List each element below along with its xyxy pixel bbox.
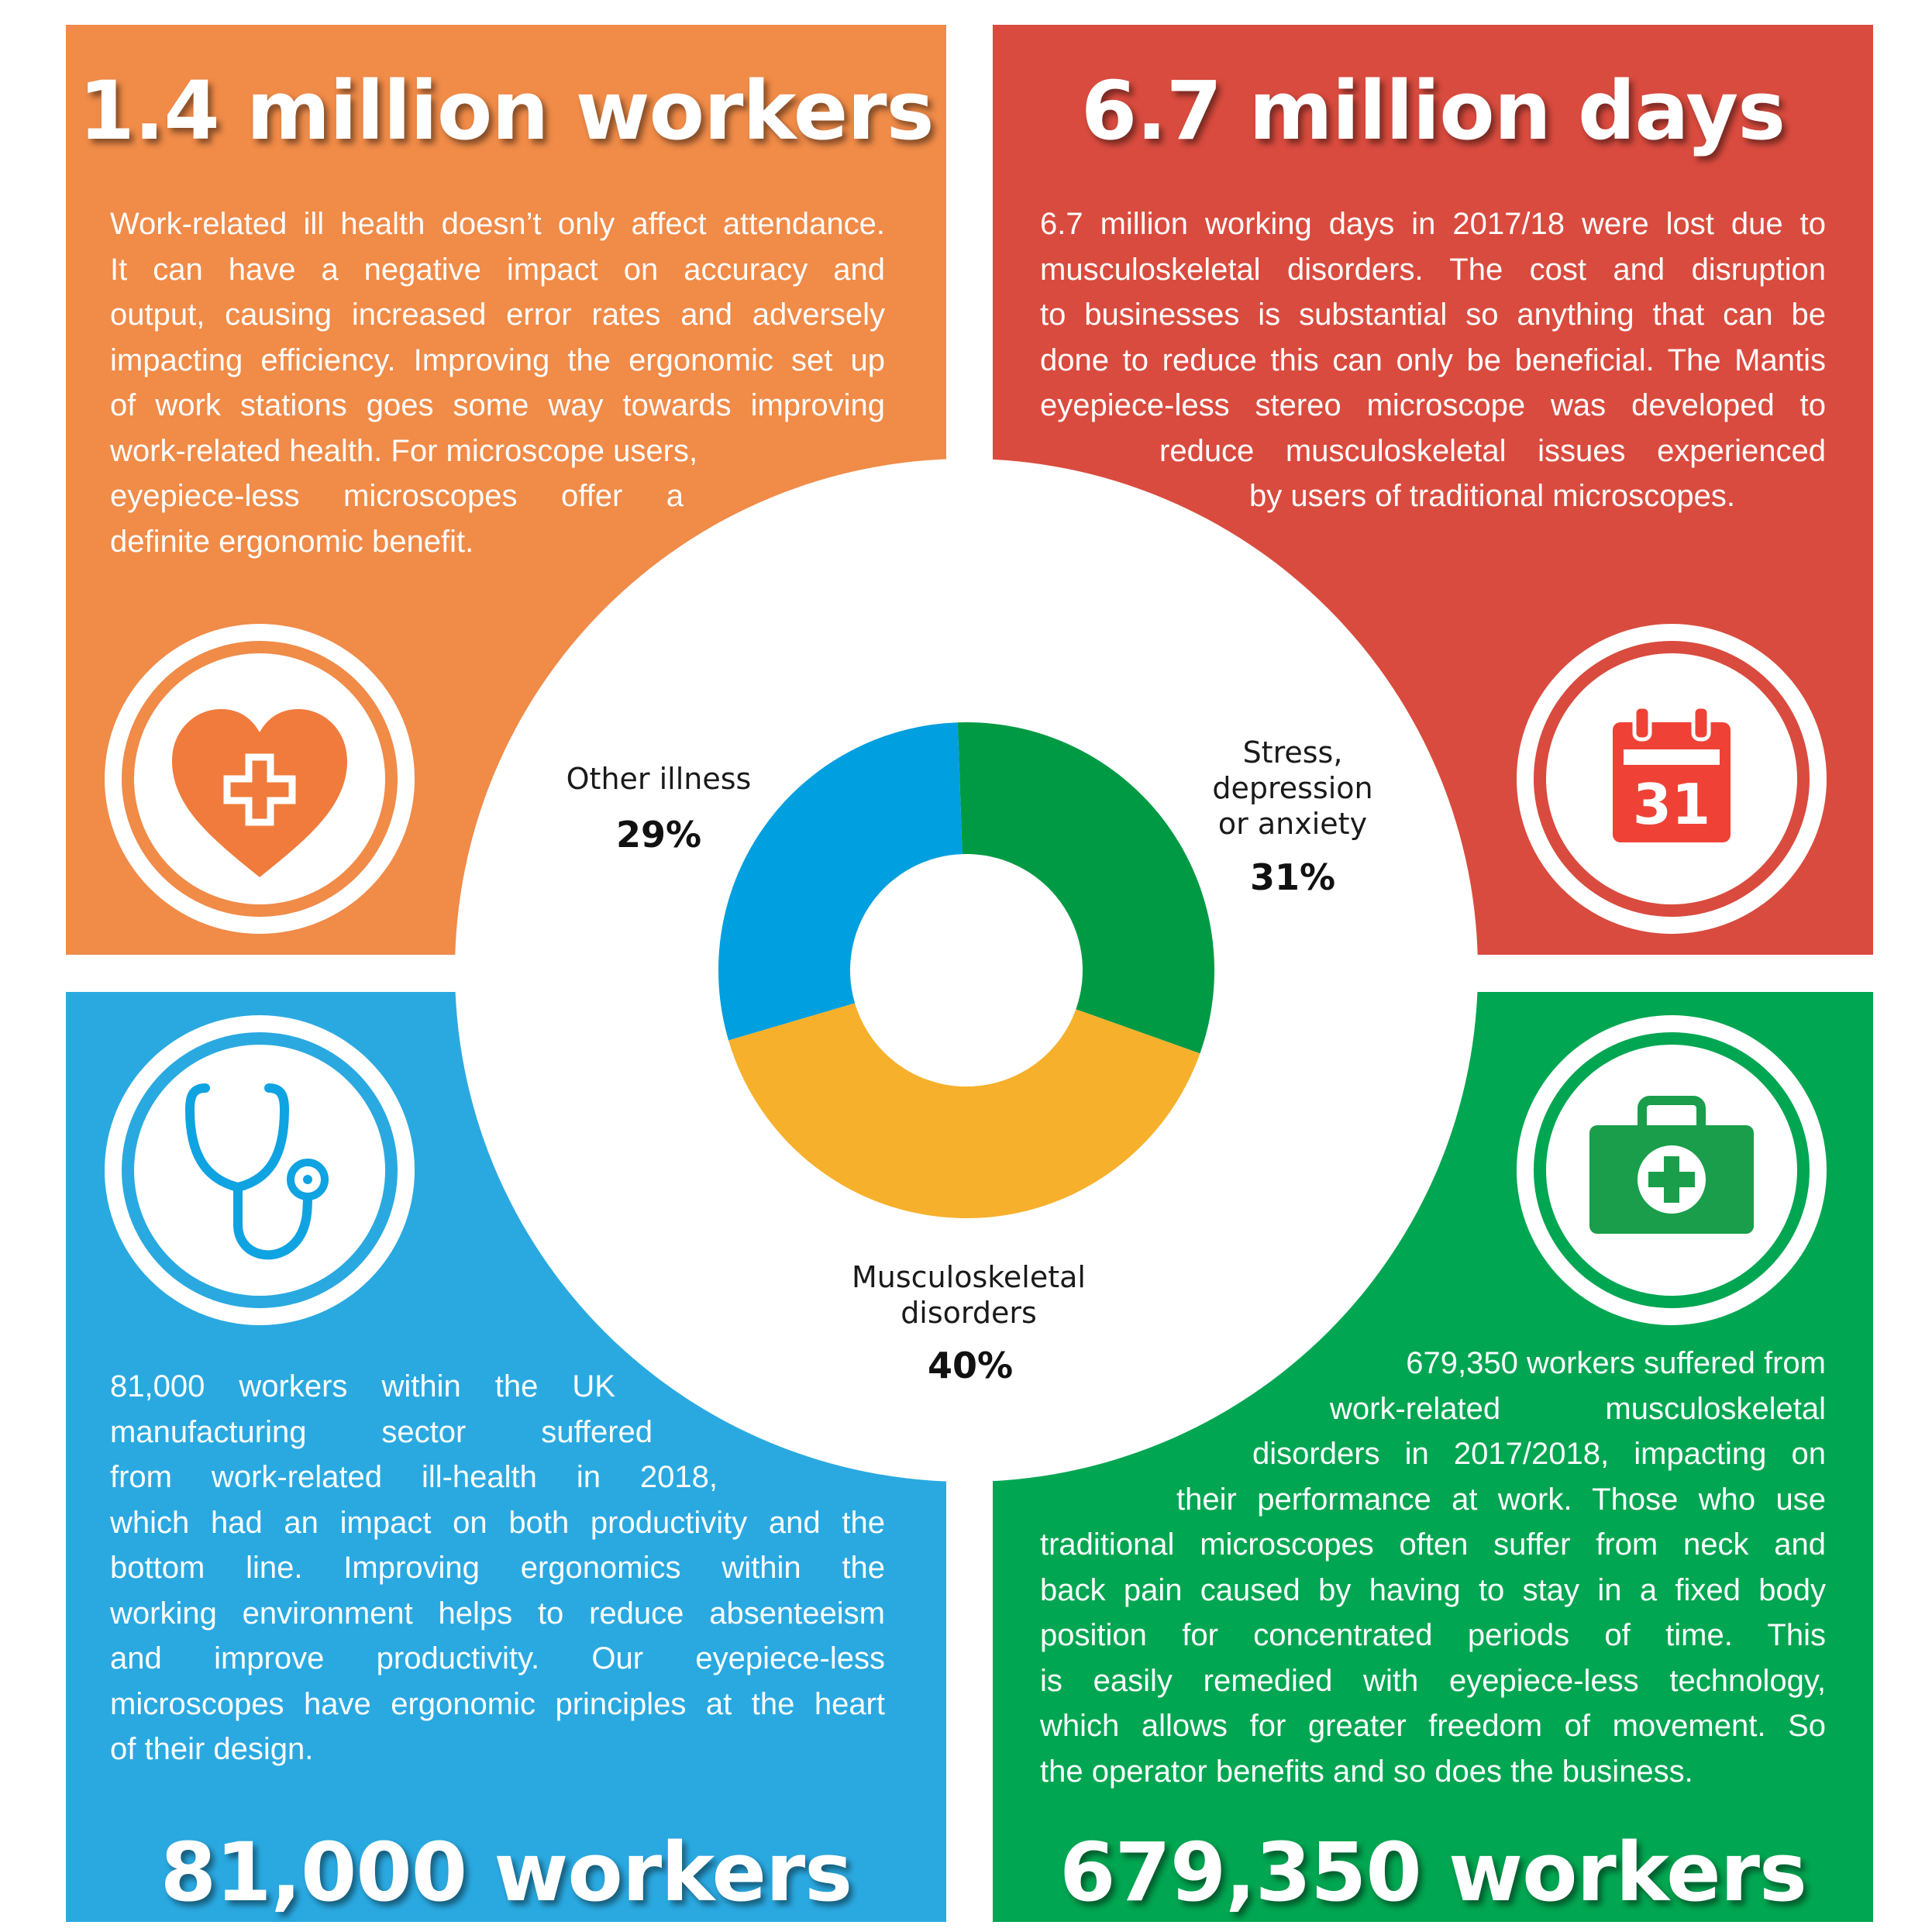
headline-679350-workers: 679,350 workers: [1059, 1825, 1806, 1920]
stethoscope-icon-badge-inner: [122, 1032, 398, 1308]
slice-musculoskeletal-disorders: [728, 1003, 1200, 1218]
heart-plus-icon: [122, 641, 398, 917]
calendar-icon-badge-inner: [1534, 641, 1810, 917]
text-line: the operator benefits and so does the business.: [1040, 1754, 1693, 1789]
first-aid-icon-badge: [1517, 1015, 1827, 1325]
text-line: to businesses is substantial so anything that can be: [1040, 298, 1826, 332]
text-line: 6.7 million working days in 2017/18 were lost due to: [1040, 207, 1826, 241]
text-line: It can have a negative impact on accuracy and: [110, 252, 885, 287]
text-line: 81,000 workers within the UK: [110, 1369, 615, 1403]
label-stress-line3: or anxiety: [1217, 807, 1368, 841]
calendar-day-number: 31: [1632, 772, 1711, 837]
heart-icon-badge: [105, 624, 415, 934]
first-aid-kit-icon: [1534, 1032, 1810, 1308]
label-stress-line1: Stress,: [1242, 735, 1343, 770]
text-line: disorders in 2017/2018, impacting on: [1252, 1437, 1826, 1471]
text-line: eyepiece-less stereo microscope was developed to: [1040, 388, 1826, 422]
text-line: by users of traditional microscopes.: [1249, 479, 1735, 513]
text-line: and improve productivity. Our eyepiece-less: [110, 1641, 885, 1675]
text-line: of work stations goes some way towards improving: [110, 388, 885, 422]
text-line: reduce musculoskeletal issues experienced: [1159, 433, 1826, 468]
text-line: which had an impact on both productivity and the: [110, 1505, 885, 1540]
calendar-icon: [1534, 641, 1810, 917]
label-stress-line2: depression: [1212, 771, 1373, 805]
text-line: eyepiece-less microscopes offer a: [110, 479, 684, 513]
headline-6-7-million-days: 6.7 million days: [1080, 64, 1786, 158]
text-line: work-related musculoskeletal: [1330, 1391, 1826, 1426]
text-line: Work-related ill health doesn’t only affect attendance.: [110, 207, 885, 241]
text-line: which allows for greater freedom of movement. So: [1040, 1709, 1826, 1743]
headline-1-4-million-workers: 1.4 million workers: [78, 64, 934, 158]
text-line: impacting efficiency. Improving the ergonomic set up: [110, 343, 885, 377]
text-line: done to reduce this can only be beneficial. The Mantis: [1040, 343, 1826, 377]
text-line: position for concentrated periods of time. This: [1040, 1618, 1826, 1652]
text-line: microscopes have ergonomic principles at the heart: [110, 1686, 885, 1721]
stethoscope-icon-badge: [105, 1015, 415, 1325]
text-line: work-related health. For microscope users,: [110, 433, 698, 468]
pct-musculoskeletal: 40%: [927, 1345, 1014, 1386]
text-line: 679,350 workers suffered from: [1406, 1346, 1826, 1380]
text-line: working environment helps to reduce absenteeism: [110, 1596, 885, 1631]
text-line: definite ergonomic benefit.: [110, 524, 474, 559]
text-line: back pain caused by having to stay in a fixed body: [1040, 1572, 1826, 1607]
first-aid-icon-badge-inner: [1534, 1032, 1810, 1308]
text-line: bottom line. Improving ergonomics within the: [110, 1551, 885, 1585]
label-other-illness: Other illness: [566, 762, 752, 796]
headline-81000-workers: 81,000 workers: [160, 1825, 852, 1920]
heart-icon-badge-inner: [122, 641, 398, 917]
text-line: their performance at work. Those who use: [1176, 1482, 1826, 1517]
text-line: is easily remedied with eyepiece-less technology,: [1040, 1663, 1826, 1698]
text-line: from work-related ill-health in 2018,: [110, 1460, 718, 1494]
stethoscope-icon: [122, 1032, 398, 1308]
pct-stress: 31%: [1249, 856, 1336, 898]
calendar-icon-badge: [1517, 624, 1827, 934]
text-line: output, causing increased error rates and adversely: [110, 298, 885, 332]
text-line: musculoskeletal disorders. The cost and disruption: [1040, 252, 1826, 287]
label-stress: [1169, 735, 1417, 842]
label-msd-line2: disorders: [901, 1296, 1037, 1330]
text-line: traditional microscopes often suffer from neck and: [1040, 1527, 1826, 1562]
text-line: of their design.: [110, 1732, 314, 1766]
label-musculoskeletal: [814, 1259, 1124, 1331]
label-msd-line1: Musculoskeletal: [852, 1260, 1086, 1294]
text-line: manufacturing sector suffered: [110, 1414, 653, 1449]
pct-other-illness: 29%: [615, 814, 702, 856]
